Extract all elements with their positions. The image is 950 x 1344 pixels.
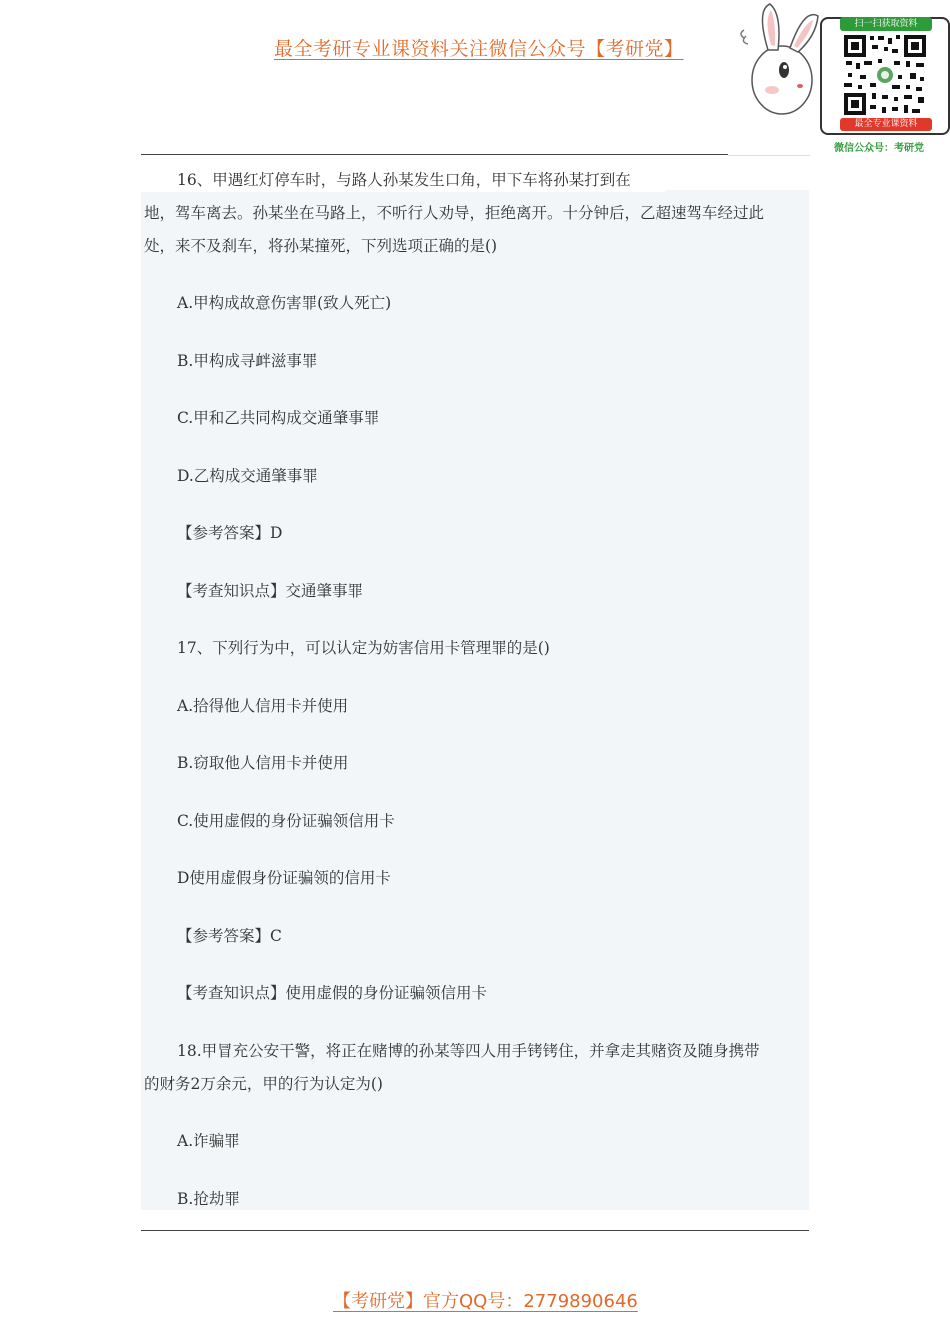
header-divider (141, 154, 728, 155)
header-title: 最全考研专业课资料关注微信公众号【考研党】 (274, 38, 684, 60)
q16-option-d: D.乙构成交通肇事罪 (177, 467, 318, 485)
footer-divider (141, 1230, 809, 1231)
q18-line2: 的财务2万余元，甲的行为认定为() (144, 1075, 383, 1093)
q16-knowledge-point: 【考查知识点】交通肇事罪 (177, 582, 364, 600)
q17-option-a: A.拾得他人信用卡并使用 (177, 697, 349, 715)
q17-answer: 【参考答案】C (177, 927, 282, 945)
q16-answer: 【参考答案】D (177, 524, 283, 542)
q17-knowledge-point: 【考查知识点】使用虚假的身份证骗领信用卡 (177, 984, 488, 1002)
q16-line1: 16、甲遇红灯停车时，与路人孙某发生口角，甲下车将孙某打到在 (177, 171, 631, 189)
header-divider-light (728, 155, 810, 156)
q17-option-c: C.使用虚假的身份证骗领信用卡 (177, 812, 395, 830)
q16-option-c: C.甲和乙共同构成交通肇事罪 (177, 409, 380, 427)
qr-bottom-label: 最全专业课资料 (840, 118, 932, 131)
q16-line2: 地，驾车离去。孙某坐在马路上，不听行人劝导，拒绝离开。十分钟后，乙超速驾车经过此 (144, 204, 765, 222)
q16-option-b: B.甲构成寻衅滋事罪 (177, 352, 318, 370)
qr-top-label: 扫一扫获取资料 (840, 17, 932, 31)
footer-text: 【考研党】官方QQ号：2779890646 (333, 1291, 638, 1312)
qr-frame (820, 17, 950, 135)
logo (738, 0, 950, 160)
q17-line1: 17、下列行为中，可以认定为妨害信用卡管理罪的是() (177, 639, 550, 657)
q17-option-b: B.窃取他人信用卡并使用 (177, 754, 349, 772)
qr-code-icon (842, 33, 928, 117)
q18-line1: 18.甲冒充公安干警，将正在赌博的孙某等四人用手铐铐住，并拿走其赌资及随身携带 (177, 1042, 760, 1060)
wechat-label: 微信公众号：考研党 (834, 143, 924, 154)
q17-option-d: D使用虚假身份证骗领的信用卡 (177, 869, 391, 887)
q16-option-a: A.甲构成故意伤害罪(致人死亡) (177, 294, 392, 312)
q18-option-a: A.诈骗罪 (177, 1132, 240, 1150)
q16-line3: 处，来不及刹车，将孙某撞死，下列选项正确的是() (144, 237, 498, 255)
rabbit-mascot-icon (738, 0, 828, 130)
q18-option-b: B.抢劫罪 (177, 1190, 240, 1208)
